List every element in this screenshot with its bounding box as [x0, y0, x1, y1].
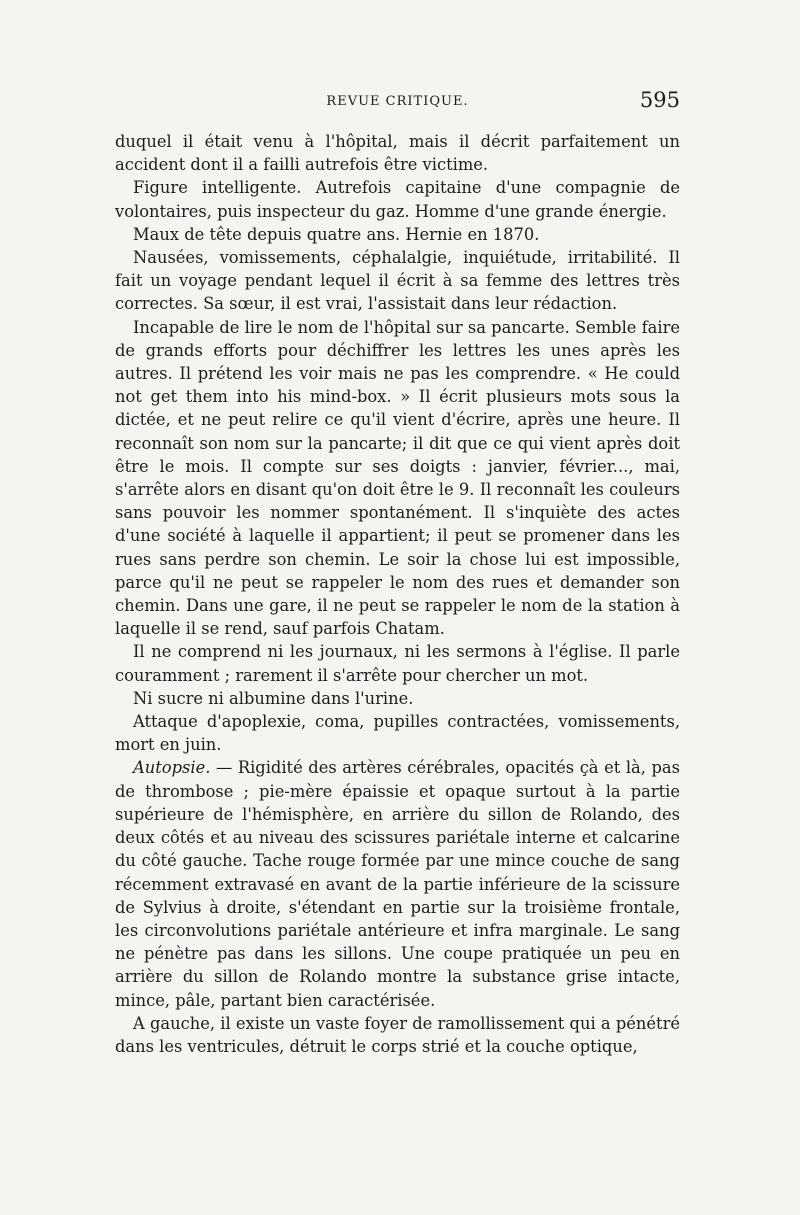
paragraph-5: Incapable de lire le nom de l'hôpital sur sa pancarte. Semble faire de grands efforts pour déchiffrer les lettres les unes après les autres. Il prétend les voir mais ne pas les comprendre. « He could not get them into his mind-box. » Il écrit plusieurs mots sous la dictée, et ne peut relire ce qu'il vient d'écrire, après une heure. Il reconnaît son nom sur la pancarte; il dit que ce qui vient après doit être le mois. Il compte sur ses doigts : janvier, février..., mai, s'arrête alors en disant qu'on doit être le 9. Il reconnaît les couleurs sans pouvoir les nommer spontanément. Il s'inquiète des actes d'une société à laquelle il appartient; il peut se promener dans les rues sans perdre son chemin. Le soir la chose lui est impossible, parce qu'il ne peut se rappeler le nom des rues et demander son chemin. Dans une gare, il ne peut se rappeler le nom de la station à laquelle il se rend, sauf parfois Chatam.: [115, 317, 680, 639]
paragraph-autopsie: [115, 756, 680, 1011]
body-text: [115, 130, 680, 1058]
autopsie-text: — Rigidité des artères cérébrales, opacités çà et là, pas de thrombose ; pie-mère épaissie et opaque surtout à la partie supérieure de l'hémisphère, en arrière du sillon de Rolando, des deux côtés et au niveau des scissures pariétale interne et calcarine du côté gauche. Tache rouge formée par une mince couche de sang récemment extravasé en avant de la partie inférieure de la scissure de Sylvius à droite, s'étendant en partie sur la troisième frontale, les circonvolutions pariétale antérieure et infra marginale. Le sang ne pénètre pas dans les sillons. Une coupe pratiquée un peu en arrière du sillon de Rolando montre la substance grise intacte, mince, pâle, partant bien caractérisée.: [115, 758, 680, 1010]
paragraph-6: Il ne comprend ni les journaux, ni les sermons à l'église. Il parle couramment ; rarement il s'arrête pour chercher un mot.: [115, 642, 680, 685]
paragraph-1: duquel il était venu à l'hôpital, mais il décrit parfaitement un accident dont il a failli autrefois être victime.: [115, 132, 680, 175]
paragraph-2: Figure intelligente. Autrefois capitaine d'une compagnie de volontaires, puis inspecteur du gaz. Homme d'une grande énergie.: [115, 178, 680, 221]
paragraph-7: Ni sucre ni albumine dans l'urine.: [133, 688, 414, 708]
paragraph-last: A gauche, il existe un vaste foyer de ramollissement qui a pénétré dans les ventricules, détruit le corps strié et la couche optique,: [115, 1013, 680, 1056]
page-header: [115, 88, 680, 118]
paragraph-4: Nausées, vomissements, céphalalgie, inquiétude, irritabilité. Il fait un voyage pendant lequel il écrit à sa femme des lettres très correctes. Sa sœur, il est vrai, l'assistait dans leur rédaction.: [115, 248, 680, 314]
paragraph-3: Maux de tête depuis quatre ans. Hernie en 1870.: [133, 224, 540, 244]
paragraph-8: Attaque d'apoplexie, coma, pupilles contractées, vomissements, mort en juin.: [115, 712, 680, 755]
running-title: REVUE CRITIQUE.: [326, 94, 469, 109]
autopsie-label: Autopsie.: [133, 758, 211, 778]
page-number: 595: [639, 88, 680, 112]
